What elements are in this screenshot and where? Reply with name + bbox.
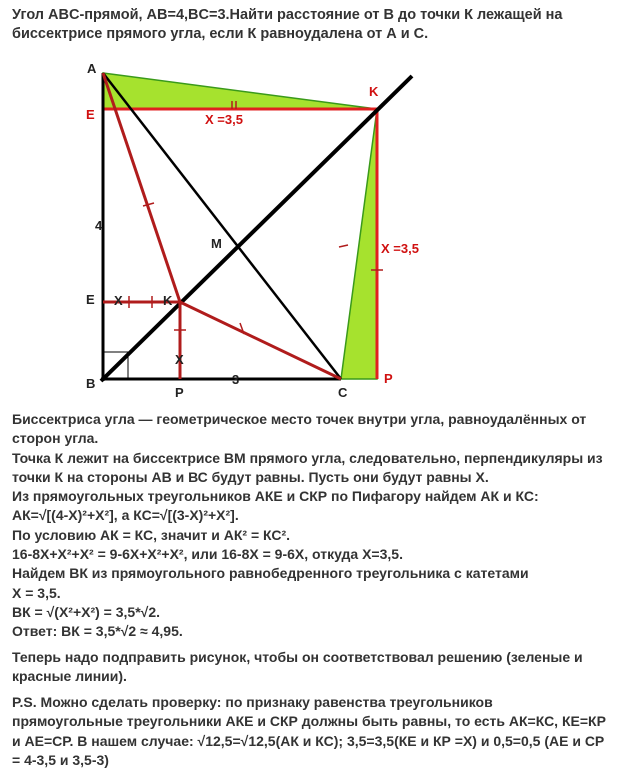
solution-line: Х = 3,5. (12, 584, 61, 601)
label-four: 4 (95, 218, 103, 233)
label-c: C (338, 385, 348, 400)
label-x-left: X (114, 293, 123, 308)
solution-line: АК=√[(4-Х)²+Х²], а КС=√[(3-Х)²+Х²]. (12, 507, 239, 524)
problem-line-2: биссектрисе прямого угла, если К равноудалена от А и С. (12, 26, 429, 42)
label-k-top: K (369, 84, 379, 99)
label-p-bottom: P (175, 385, 184, 400)
label-p-right: P (384, 371, 393, 386)
label-b: B (86, 376, 96, 391)
note-line: Теперь надо подправить рисунок, чтобы он соответствовал решению (зеленые и (12, 648, 583, 665)
label-three: 3 (232, 372, 240, 387)
label-x-down: X (175, 352, 184, 367)
green-triangle-ake (103, 73, 377, 109)
solution-line: Найдем ВК из прямоугольного равнобедренного треугольника с катетами (12, 565, 529, 582)
ps-line: = 4-3,5 и 3,5-3) (12, 752, 109, 769)
label-x-right: X =3,5 (381, 241, 419, 256)
ps-line: прямоугольные треугольники АКЕ и СКР должны быть равны, то есть АК=КС, КЕ=КР (12, 713, 606, 730)
answer-line: Ответ: ВК = 3,5*√2 ≈ 4,95. (12, 623, 183, 640)
solution-line: Точка К лежит на биссектрисе ВМ прямого угла, следовательно, перпендикуляры из (12, 449, 603, 466)
problem-line-1: Угол ABC-прямой, AB=4,BC=3.Найти расстояние от B до точки К лежащей на (12, 7, 563, 23)
ps-line: и АЕ=СР. В нашем случае: √12,5=√12,5(АК и КС); 3,5=3,5(КЕ и КР =Х) и 0,5=0,5 (АЕ и СР (12, 732, 605, 749)
solution-line: Биссектриса угла — геометрическое место точек внутри угла, равноудалённых от (12, 411, 587, 427)
label-x-top: X =3,5 (205, 112, 243, 127)
label-m: M (211, 236, 222, 251)
ps-line: P.S. Можно сделать проверку: по признаку равенства треугольников (12, 694, 493, 711)
label-a: A (87, 61, 97, 76)
label-e-top: E (86, 107, 95, 122)
solution-line: точки К на стороны АВ и ВС будут равны. Пусть они будут равны Х. (12, 468, 489, 485)
solution-text (12, 410, 627, 770)
solution-line: ВК = √(Х²+Х²) = 3,5*√2. (12, 603, 161, 620)
label-k-mid: K (163, 293, 173, 308)
solution-line: Из прямоугольных треугольников АКЕ и СКР по Пифагору найдем АК и КС: (12, 488, 539, 505)
segment-c-k-inner (180, 302, 341, 379)
solution-line: сторон угла. (12, 430, 99, 447)
solution-line: По условию АК = КС, значит и АК² = КС². (12, 526, 291, 543)
label-e-mid: E (86, 292, 95, 307)
solution-line: 16-8Х+Х²+Х² = 9-6Х+Х²+Х², или 16-8Х = 9-6Х, откуда Х=3,5. (12, 546, 403, 563)
note-line: красные линии). (12, 667, 127, 684)
green-triangle-ckp (341, 109, 377, 379)
